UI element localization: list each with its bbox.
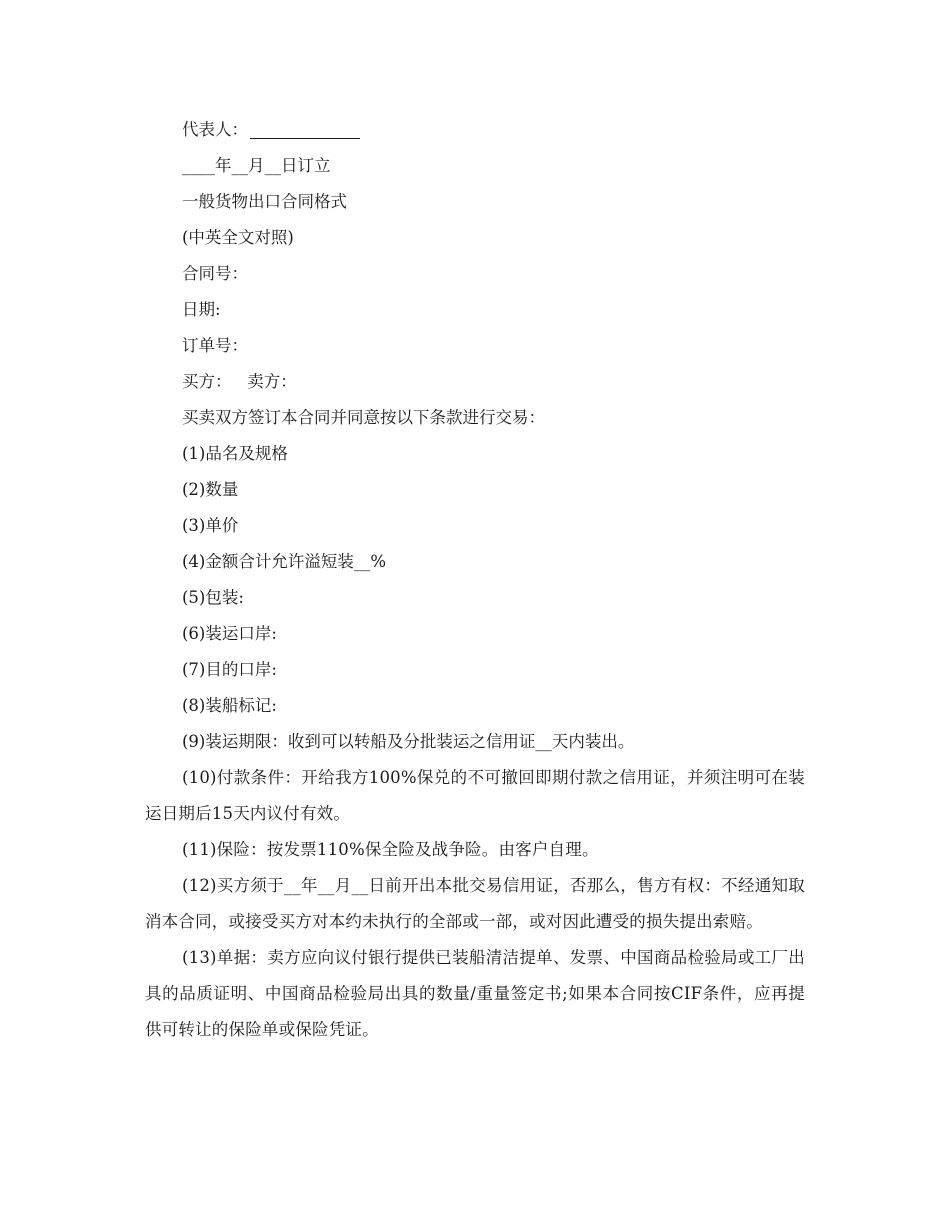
contract-no-line: 合同号： xyxy=(182,264,248,283)
parties-line: 买方： 卖方： xyxy=(182,372,297,391)
representative-label: 代表人： xyxy=(182,120,248,139)
clause-10: (10)付款条件：开给我方100%保兑的不可撤回即期付款之信用证，并须注明可在装运日期后15天内议付有效。 xyxy=(145,768,805,823)
clause-13: (13)单据：卖方应向议付银行提供已装船清洁提单、发票、中国商品检验局或工厂出具的品质证明、中国商品检验局出具的数量/重量签定书;如果本合同按CIF条件，应再提供可转让的保险单或保险凭证。 xyxy=(145,948,805,1039)
date-line: 日期: xyxy=(182,300,221,319)
clause-8: (8)装船标记: xyxy=(182,696,277,715)
intro-line: 买卖双方签订本合同并同意按以下条款进行交易： xyxy=(182,408,545,427)
representative-blank xyxy=(250,120,360,139)
contract-subtitle: (中英全文对照) xyxy=(182,228,294,247)
clause-4: (4)金额合计允许溢短装__% xyxy=(182,552,387,571)
contract-title: 一般货物出口合同格式 xyxy=(182,192,347,211)
clause-2: (2)数量 xyxy=(182,480,239,499)
clause-1: (1)品名及规格 xyxy=(182,444,288,463)
clause-3: (3)单价 xyxy=(182,516,239,535)
clause-5: (5)包装: xyxy=(182,588,244,607)
clause-9: (9)装运期限：收到可以转船及分批装运之信用证__天内装出。 xyxy=(182,732,635,751)
contract-body xyxy=(145,112,805,1048)
clause-12: (12)买方须于__年__月__日前开出本批交易信用证，否那么，售方有权：不经通知取消本合同，或接受买方对本约未执行的全部或一部，或对因此遭受的损失提出索赔。 xyxy=(145,876,805,931)
representative-line xyxy=(145,112,805,148)
clause-7: (7)目的口岸: xyxy=(182,660,277,679)
clause-6: (6)装运口岸: xyxy=(182,624,277,643)
date-signed-line: ____年__月__日订立 xyxy=(182,156,331,175)
clause-11: (11)保险：按发票110%保全险及战争险。由客户自理。 xyxy=(182,840,599,859)
order-no-line: 订单号： xyxy=(182,336,248,355)
